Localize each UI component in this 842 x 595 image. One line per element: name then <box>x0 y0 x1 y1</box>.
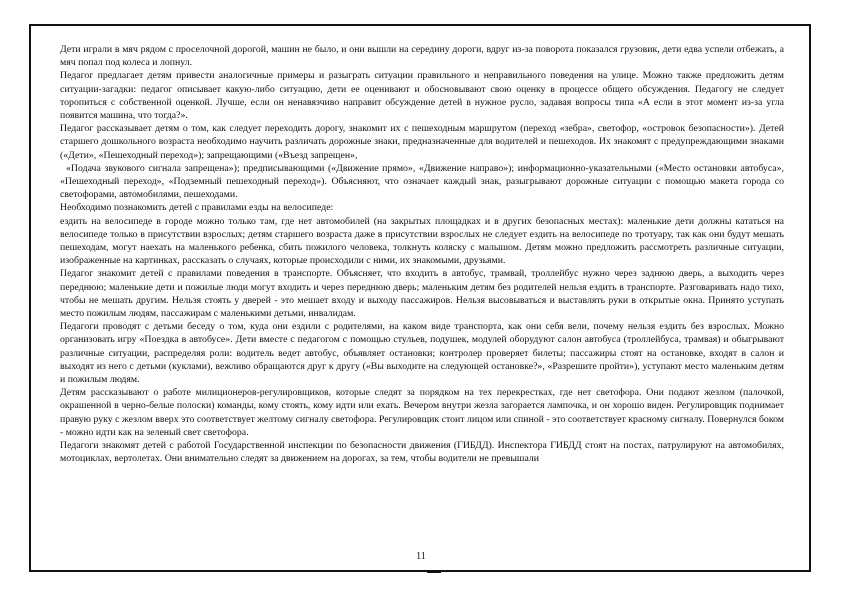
bottom-border-mark <box>427 570 441 573</box>
paragraph: Детям рассказывают о работе милиционеров-регулировщиков, которые следят за порядком на тех перекрестках, где нет светофора. Они подают жезлом (палочкой, окрашенной в черно-белые полоски) команды, кому стоять, кому идти или ехать. Вечером внутри жезла загорается лампочка, и он хорошо виден. Регулировщик поднимает правую руку с жезлом вверх это соответствует желтому сигналу светофора. Регулировщик стоит лицом или спиной - это соответствует красному сигналу. Повернулся боком - можно идти как на зеленый свет светофора. <box>60 387 784 438</box>
paragraph: Дети играли в мяч рядом с проселочной дорогой, машин не было, и они вышли на середину дороги, вдруг из-за поворота показался грузовик, дети едва успели отбежать, а мяч попал под колеса и лопнул. <box>60 44 784 69</box>
paragraph: «Подача звукового сигнала запрещена»); предписывающими («Движение прямо», «Движение направо»); информационно-указательными («Место остановки автобуса», «Пешеходный переход», «Подземный пешеходный переход»). Объясняют, что означает каждый знак, разыгрывают дорожные ситуации с помощью макета города со светофорами, автомобилями, пешеходами. <box>60 162 784 201</box>
paragraph: Педагог знакомит детей с правилами поведения в транспорте. Объясняет, что входить в автобус, трамвай, троллейбус нужно через заднюю дверь, а выходить через переднюю; маленькие дети и пожилые люди могут входить и через переднюю дверь; маленьким детям без родителей нельзя ездить в транспорте. Разговаривать надо тихо, чтобы не мешать другим. Нельзя стоять у дверей - это мешает входу и выходу пассажиров. Нельзя высовываться и выставлять руки в открытые окна. Принято уступать место пожилым людям, пассажирам с маленькими детьми, инвалидам. <box>60 268 784 320</box>
paragraph: ездить на велосипеде в городе можно только там, где нет автомобилей (на закрытых площадках и в других безопасных местах): маленькие дети должны кататься на велосипеде только в присутствии взрослых; детям старшего возраста даже в присутствии взрослых не следует ездить на велосипеде по тротуару, так как они будут мешать пешеходам, могут наехать на маленького ребенка, сбить пожилого человека, толкнуть коляску с малышом. Детям можно предложить рассмотреть различные ситуации, изображенные на картинках, рассказать о случаях, которые происходили с ними, их знакомыми, друзьями. <box>60 215 784 267</box>
paragraph: Необходимо познакомить детей с правилами езды на велосипеде: <box>60 202 334 214</box>
paragraph: Педагог предлагает детям привести аналогичные примеры и разыграть ситуации правильного и неправильного поведения на улице. Можно также предложить детям ситуации-загадки: педагог описывает какую-либо ситуацию, дети ее оценивают и обосновывают свою оценку в процессе общего обсуждения. Педагогу не следует торопиться с собственной оценкой. Лучше, если он ненавязчиво направит обсуждение детей в нужное русло, задавая вопросы типа «А если в этот момент из-за угла появится машина, что тогда?». <box>60 70 784 122</box>
paragraph: Педагог рассказывает детям о том, как следует переходить дорогу, знакомит их с пешеходным маршрутом (переход «зебра», светофор, «островок безопасности»). Детей старшего дошкольного возраста необходимо научить различать дорожные знаки, предназначенные для водителей и пешеходов. Их знакомят с предупреждающими знаками («Дети», «Пешеходный переход»); запрещающими («Въезд запрещен», <box>60 123 784 161</box>
page-number: 11 <box>416 551 426 562</box>
paragraph: Педагоги знакомят детей с работой Государственной инспекции по безопасности движения (ГИБДД). Инспектора ГИБДД стоят на постах, патрулируют на автомобилях, мотоциклах, вертолетах. Они внимательно следят за движением на дорогах, за тем, чтобы водители не превышали <box>60 440 784 465</box>
document-body <box>60 43 784 466</box>
paragraph: Педагоги проводят с детьми беседу о том, куда они ездили с родителями, на каком виде транспорта, как они себя вели, почему нельзя ездить без взрослых. Можно организовать игру «Поездка в автобусе». Дети вместе с педагогом с помощью стульев, подушек, модулей оборудуют салон автобуса (троллейбуса, трамвая) и обыгрывают различные ситуации, распределяя роли: водитель ведет автобус, объявляет остановки; контролер проверяет билеты; пассажиры стоят на остановке, входят в салон и выходят из него с детьми (куклами), вежливо обращаются друг к другу («Вы выходите на следующей остановке?», «Разрешите пройти»), уступают место маленьким детям и пожилым людям. <box>60 321 784 386</box>
